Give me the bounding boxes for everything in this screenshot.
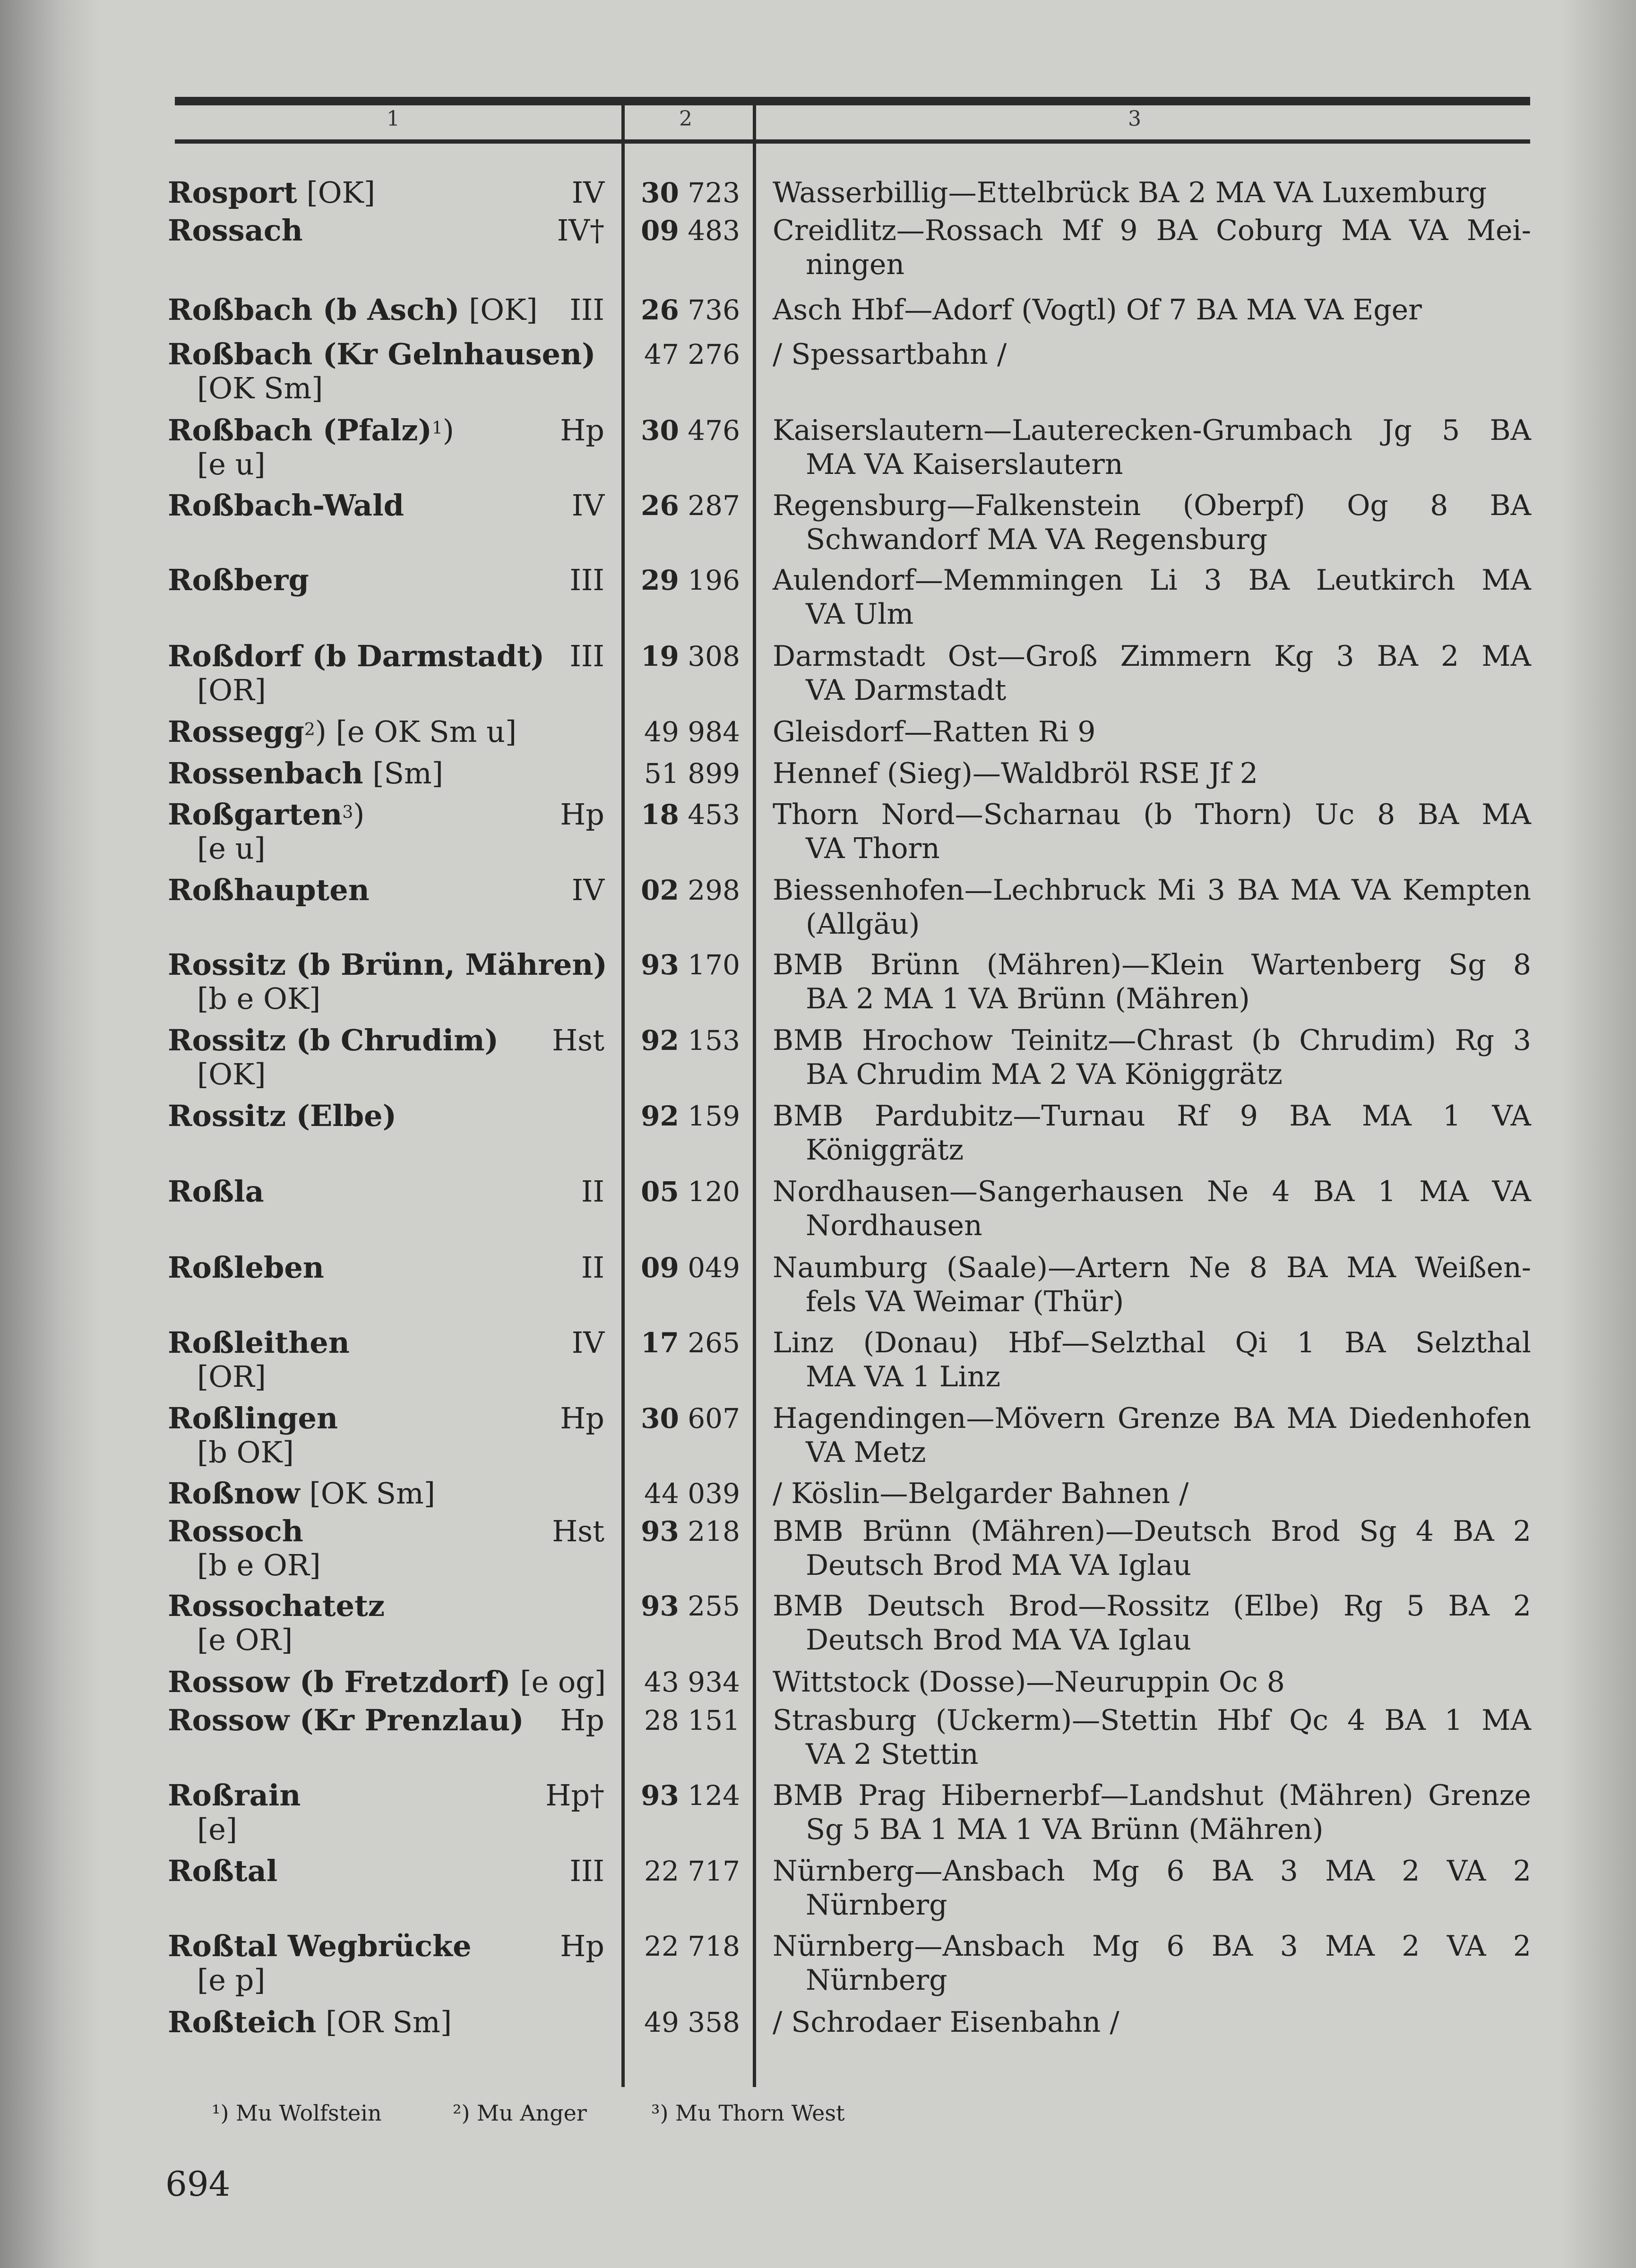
station-name-cell bbox=[168, 1514, 607, 1582]
station-code-prefix: 09 bbox=[641, 215, 679, 247]
route-line-1: Hagendingen—Mövern Grenze BA MA Diedenhofen bbox=[773, 1402, 1531, 1435]
station-code-prefix: 29 bbox=[641, 564, 679, 596]
station-code bbox=[628, 1854, 740, 1888]
station-class: III bbox=[569, 563, 604, 597]
station-class: IV bbox=[571, 1325, 604, 1360]
station-name-cell bbox=[168, 563, 607, 597]
station-name-cell bbox=[168, 948, 607, 1016]
station-code bbox=[628, 1929, 740, 1963]
route-line-2: (Allgäu) bbox=[806, 908, 920, 941]
station-code-number: 287 bbox=[688, 490, 740, 522]
route-line-1: BMB Deutsch Brod—Rossitz (Elbe) Rg 5 BA 2 bbox=[773, 1589, 1531, 1623]
station-code-number: 049 bbox=[688, 1252, 740, 1284]
route-description bbox=[773, 2005, 1531, 2039]
station-name: Roßbach-Wald bbox=[168, 488, 404, 523]
station-code-number: 28 151 bbox=[644, 1704, 740, 1736]
station-flags: [Sm] bbox=[363, 756, 443, 790]
station-name: Rossow (Kr Prenzlau) bbox=[168, 1703, 524, 1737]
route-line-2: VA 2 Stettin bbox=[806, 1738, 979, 1771]
station-code bbox=[628, 2005, 740, 2039]
station-code bbox=[628, 1514, 740, 1548]
station-code-prefix: 92 bbox=[641, 1024, 679, 1057]
route-line-2: Königgrätz bbox=[806, 1134, 964, 1167]
station-code-number: 22 718 bbox=[644, 1930, 740, 1962]
station-name: Roßlingen bbox=[168, 1401, 338, 1435]
station-flags: [OR Sm] bbox=[316, 2005, 452, 2039]
route-line-1: Wittstock (Dosse)—Neuruppin Oc 8 bbox=[773, 1666, 1285, 1699]
station-code-number: 51 899 bbox=[644, 757, 740, 790]
station-code bbox=[628, 1589, 740, 1623]
station-code-prefix: 02 bbox=[641, 874, 679, 906]
station-name-cell bbox=[168, 413, 607, 481]
route-line-1: BMB Hrochow Teinitz—Chrast (b Chrudim) Rg 3 bbox=[773, 1024, 1531, 1057]
station-flags: [OK] bbox=[459, 292, 538, 327]
route-line-2: BA Chrudim MA 2 VA Königgrätz bbox=[806, 1058, 1283, 1091]
route-description bbox=[773, 1023, 1531, 1091]
station-name-cell bbox=[168, 873, 607, 907]
station-code-number: 218 bbox=[688, 1515, 740, 1547]
footnote-paren: ) bbox=[353, 797, 365, 832]
route-description bbox=[773, 798, 1531, 866]
column-divider-2 bbox=[753, 105, 756, 2087]
station-name: Roßgarten bbox=[168, 797, 343, 832]
station-name: Roßtal Wegbrücke bbox=[168, 1929, 472, 1963]
station-code-number: 120 bbox=[688, 1176, 740, 1208]
route-description bbox=[773, 873, 1531, 941]
route-line-2: Nürnberg bbox=[806, 1964, 947, 1997]
route-line-1: BMB Brünn (Mähren)—Klein Wartenberg Sg 8 bbox=[773, 948, 1531, 981]
route-description bbox=[773, 1778, 1531, 1847]
route-line-1: Regensburg—Falkenstein (Oberpf) Og 8 BA bbox=[773, 489, 1531, 522]
route-description bbox=[773, 1326, 1531, 1394]
station-class: Hp† bbox=[545, 1778, 604, 1813]
station-code-number: 483 bbox=[688, 215, 740, 247]
station-name: Rossochatetz bbox=[168, 1589, 385, 1623]
route-description bbox=[773, 639, 1531, 707]
footnote-marker: 2 bbox=[304, 720, 315, 739]
route-line-1: / Schrodaer Eisenbahn / bbox=[773, 2006, 1119, 2039]
route-line-1: Aulendorf—Memmingen Li 3 BA Leutkirch MA bbox=[773, 564, 1531, 597]
route-line-1: Strasburg (Uckerm)—Stettin Hbf Qc 4 BA 1 MA bbox=[773, 1704, 1531, 1737]
station-class: Hp bbox=[560, 797, 604, 832]
station-name-cell bbox=[168, 1175, 607, 1209]
station-flags-continued: [e] bbox=[197, 1812, 238, 1847]
station-code-prefix: 09 bbox=[641, 1252, 679, 1284]
station-class: Hst bbox=[552, 1514, 604, 1548]
route-line-2: Deutsch Brod MA VA Iglau bbox=[806, 1624, 1192, 1657]
station-code bbox=[628, 1251, 740, 1285]
station-code-number: 723 bbox=[688, 177, 740, 209]
station-name-cell bbox=[168, 489, 607, 523]
route-line-1: Gleisdorf—Ratten Ri 9 bbox=[773, 715, 1096, 748]
column-header-3: 3 bbox=[1128, 107, 1141, 131]
station-name-cell bbox=[168, 715, 607, 749]
station-code-prefix: 19 bbox=[641, 640, 679, 672]
station-code-number: 49 358 bbox=[644, 2006, 740, 2038]
route-line-1: Linz (Donau) Hbf—Selzthal Qi 1 BA Selzthal bbox=[773, 1326, 1531, 1359]
station-name-cell bbox=[168, 1023, 607, 1091]
station-flags-continued: [b e OK] bbox=[197, 981, 321, 1016]
footnote-marker: 1 bbox=[431, 419, 443, 438]
route-line-1: Nürnberg—Ansbach Mg 6 BA 3 MA 2 VA 2 bbox=[773, 1930, 1531, 1963]
station-flags-continued: [OR] bbox=[197, 1359, 266, 1394]
station-name-cell bbox=[168, 1401, 607, 1469]
station-code bbox=[628, 948, 740, 982]
station-name: Rossow (b Fretzdorf) bbox=[168, 1665, 511, 1699]
station-name: Roßbach (Kr Gelnhausen) bbox=[168, 337, 596, 371]
station-code-number: 47 276 bbox=[644, 338, 740, 370]
station-name: Roßla bbox=[168, 1174, 264, 1209]
route-description bbox=[773, 1477, 1531, 1511]
station-code-number: 159 bbox=[688, 1100, 740, 1132]
station-name-cell bbox=[168, 1854, 607, 1888]
route-line-1: Asch Hbf—Adorf (Vogtl) Of 7 BA MA VA Eger bbox=[773, 293, 1422, 326]
page-edge-shadow bbox=[1560, 0, 1636, 2268]
route-line-1: Kaiserslautern—Lauterecken-Grumbach Jg 5 BA bbox=[773, 414, 1531, 447]
station-name-cell bbox=[168, 214, 607, 248]
route-description bbox=[773, 1401, 1531, 1469]
route-line-2: VA Thorn bbox=[806, 832, 940, 865]
route-line-1: BMB Pardubitz—Turnau Rf 9 BA MA 1 VA bbox=[773, 1100, 1531, 1133]
station-flags: [e og] bbox=[510, 1665, 606, 1699]
station-flags-continued: [e p] bbox=[197, 1963, 266, 1997]
station-code-number: 22 717 bbox=[644, 1855, 740, 1887]
station-code-prefix: 92 bbox=[641, 1100, 679, 1132]
route-line-2: VA Darmstadt bbox=[806, 674, 1007, 707]
column-header-1: 1 bbox=[387, 107, 400, 131]
station-name: Rossoch bbox=[168, 1514, 303, 1548]
station-class: II bbox=[581, 1174, 604, 1209]
station-name-cell bbox=[168, 1778, 607, 1847]
column-header-2: 2 bbox=[679, 107, 692, 131]
station-flags-continued: [b OK] bbox=[197, 1435, 294, 1469]
route-description bbox=[773, 176, 1531, 210]
route-line-1: / Spessartbahn / bbox=[773, 338, 1007, 371]
route-description bbox=[773, 756, 1531, 790]
column-divider-1 bbox=[621, 105, 625, 2087]
station-name: Roßrain bbox=[168, 1778, 301, 1813]
station-flags-continued: [OK] bbox=[197, 1057, 266, 1091]
station-class: IV† bbox=[557, 213, 604, 248]
station-name: Roßberg bbox=[168, 563, 309, 597]
station-code-number: 453 bbox=[688, 799, 740, 831]
station-code-number: 49 984 bbox=[644, 716, 740, 748]
station-class: III bbox=[569, 639, 604, 673]
station-code bbox=[628, 1477, 740, 1511]
route-description bbox=[773, 413, 1531, 481]
station-name: Rossenbach bbox=[168, 756, 363, 790]
station-code-prefix: 93 bbox=[641, 1515, 679, 1547]
station-name: Roßbach (Pfalz) bbox=[168, 413, 432, 447]
station-code-prefix: 93 bbox=[641, 1779, 679, 1812]
route-line-1: Creidlitz—Rossach Mf 9 BA Coburg MA VA Mei- bbox=[773, 214, 1531, 247]
station-code-prefix: 26 bbox=[641, 294, 679, 326]
station-class: IV bbox=[571, 873, 604, 907]
station-code-number: 124 bbox=[688, 1779, 740, 1812]
footnote-paren: ) bbox=[442, 413, 454, 447]
station-name-cell bbox=[168, 756, 607, 790]
route-line-2: Nordhausen bbox=[806, 1209, 982, 1242]
footnote-paren: ) bbox=[315, 714, 327, 749]
route-description bbox=[773, 1175, 1531, 1243]
station-flags-continued: [b e OR] bbox=[197, 1548, 321, 1582]
station-name-cell bbox=[168, 2005, 607, 2039]
route-description bbox=[773, 1589, 1531, 1657]
route-description bbox=[773, 489, 1531, 557]
route-line-1: / Köslin—Belgarder Bahnen / bbox=[773, 1477, 1189, 1510]
station-flags: [e OK Sm u] bbox=[326, 714, 517, 749]
footnote-marker: 3 bbox=[342, 803, 353, 822]
station-name: Roßtal bbox=[168, 1854, 278, 1888]
station-code bbox=[628, 1326, 740, 1360]
route-line-1: Nürnberg—Ansbach Mg 6 BA 3 MA 2 VA 2 bbox=[773, 1855, 1531, 1888]
station-code-prefix: 30 bbox=[641, 414, 679, 447]
table-top-rule bbox=[175, 97, 1530, 105]
station-class: Hst bbox=[552, 1023, 604, 1057]
station-name-cell bbox=[168, 639, 607, 707]
station-code bbox=[628, 756, 740, 790]
station-flags-continued: [OR] bbox=[197, 673, 266, 707]
station-name-cell bbox=[168, 176, 607, 210]
station-code-number: 298 bbox=[688, 874, 740, 906]
station-code-number: 44 039 bbox=[644, 1478, 740, 1510]
station-flags-continued: [e u] bbox=[197, 447, 266, 481]
station-code bbox=[628, 293, 740, 327]
station-code-number: 308 bbox=[688, 640, 740, 672]
route-line-1: Hennef (Sieg)—Waldbröl RSE Jf 2 bbox=[773, 757, 1258, 790]
footnote-1: ¹) Mu Wolfstein bbox=[212, 2100, 382, 2126]
station-code bbox=[628, 1665, 740, 1699]
station-code-number: 153 bbox=[688, 1024, 740, 1057]
route-line-2: fels VA Weimar (Thür) bbox=[806, 1285, 1124, 1318]
station-code bbox=[628, 1703, 740, 1737]
station-flags-continued: [OK Sm] bbox=[197, 371, 323, 405]
route-line-2: Sg 5 BA 1 MA 1 VA Brünn (Mähren) bbox=[806, 1813, 1324, 1846]
station-code bbox=[628, 798, 740, 832]
route-description bbox=[773, 337, 1531, 371]
station-code bbox=[628, 337, 740, 371]
route-description bbox=[773, 1665, 1531, 1699]
station-code bbox=[628, 563, 740, 597]
station-code-prefix: 30 bbox=[641, 1402, 679, 1435]
station-code bbox=[628, 715, 740, 749]
station-code-prefix: 05 bbox=[641, 1176, 679, 1208]
station-name: Roßbach (b Asch) bbox=[168, 292, 460, 327]
station-class: III bbox=[569, 292, 604, 327]
station-class: II bbox=[581, 1250, 604, 1285]
route-line-1: Nordhausen—Sangerhausen Ne 4 BA 1 MA VA bbox=[773, 1175, 1531, 1208]
footnote-2: ²) Mu Anger bbox=[453, 2100, 587, 2126]
station-code-number: 196 bbox=[688, 564, 740, 596]
route-description bbox=[773, 1854, 1531, 1922]
station-code bbox=[628, 214, 740, 248]
route-description bbox=[773, 948, 1531, 1016]
route-line-1: BMB Brünn (Mähren)—Deutsch Brod Sg 4 BA 2 bbox=[773, 1515, 1531, 1548]
station-name: Roßhaupten bbox=[168, 873, 370, 907]
station-flags: [OK Sm] bbox=[300, 1476, 436, 1511]
station-name: Rossitz (Elbe) bbox=[168, 1099, 396, 1133]
station-class: Hp bbox=[560, 1703, 604, 1737]
station-code-prefix: 93 bbox=[641, 949, 679, 981]
station-name-cell bbox=[168, 1099, 607, 1133]
station-flags-continued: [e u] bbox=[197, 831, 266, 866]
station-name: Roßnow bbox=[168, 1476, 300, 1511]
station-name-cell bbox=[168, 1477, 607, 1511]
station-code-number: 607 bbox=[688, 1402, 740, 1435]
station-code bbox=[628, 413, 740, 447]
route-description bbox=[773, 1251, 1531, 1319]
route-description bbox=[773, 293, 1531, 327]
station-code-number: 736 bbox=[688, 294, 740, 326]
station-name-cell bbox=[168, 1929, 607, 1997]
station-code-prefix: 17 bbox=[641, 1327, 679, 1359]
station-code-prefix: 26 bbox=[641, 490, 679, 522]
station-name: Rossegg bbox=[168, 714, 304, 749]
route-line-2: VA Metz bbox=[806, 1436, 926, 1469]
station-class: IV bbox=[571, 175, 604, 210]
route-line-2: Nürnberg bbox=[806, 1889, 947, 1922]
route-line-2: BA 2 MA 1 VA Brünn (Mähren) bbox=[806, 982, 1250, 1015]
route-description bbox=[773, 715, 1531, 749]
station-name-cell bbox=[168, 798, 607, 866]
route-line-2: VA Ulm bbox=[806, 598, 914, 631]
station-name-cell bbox=[168, 1665, 607, 1699]
station-name-cell bbox=[168, 1326, 607, 1394]
route-line-1: Wasserbillig—Ettelbrück BA 2 MA VA Luxemburg bbox=[773, 176, 1487, 209]
route-line-2: MA VA 1 Linz bbox=[806, 1360, 1001, 1393]
route-line-1: BMB Prag Hibernerbf—Landshut (Mähren) Grenze bbox=[773, 1779, 1531, 1812]
station-name: Roßdorf (b Darmstadt) bbox=[168, 639, 545, 673]
page-gutter-shadow bbox=[0, 0, 99, 2268]
route-line-2: Schwandorf MA VA Regensburg bbox=[806, 523, 1268, 556]
station-code-number: 476 bbox=[688, 414, 740, 447]
route-line-1: Naumburg (Saale)—Artern Ne 8 BA MA Weißen- bbox=[773, 1251, 1531, 1284]
route-description bbox=[773, 563, 1531, 631]
station-code-prefix: 30 bbox=[641, 177, 679, 209]
route-description bbox=[773, 1929, 1531, 1997]
station-code bbox=[628, 873, 740, 907]
station-class: IV bbox=[571, 488, 604, 523]
route-line-2: MA VA Kaiserslautern bbox=[806, 448, 1123, 481]
station-flags: [OK] bbox=[297, 175, 376, 210]
table-header-rule bbox=[175, 139, 1530, 144]
station-flags-continued: [e OR] bbox=[197, 1623, 293, 1657]
station-code-prefix: 93 bbox=[641, 1590, 679, 1622]
station-name-cell bbox=[168, 293, 607, 327]
station-class: III bbox=[569, 1854, 604, 1888]
route-description bbox=[773, 214, 1531, 282]
station-code bbox=[628, 1175, 740, 1209]
station-code bbox=[628, 1778, 740, 1813]
route-line-1: Darmstadt Ost—Groß Zimmern Kg 3 BA 2 MA bbox=[773, 640, 1531, 673]
page-number: 694 bbox=[165, 2164, 231, 2204]
station-name: Rossach bbox=[168, 213, 303, 248]
route-line-1: Biessenhofen—Lechbruck Mi 3 BA MA VA Kempten bbox=[773, 874, 1531, 907]
route-line-2: ningen bbox=[806, 248, 905, 281]
route-line-1: Thorn Nord—Scharnau (b Thorn) Uc 8 BA MA bbox=[773, 798, 1531, 831]
station-name: Roßleithen bbox=[168, 1325, 350, 1360]
station-code-number: 255 bbox=[688, 1590, 740, 1622]
station-name-cell bbox=[168, 1251, 607, 1285]
station-code-prefix: 18 bbox=[641, 799, 679, 831]
station-name: Rossitz (b Brünn, Mähren) bbox=[168, 947, 607, 982]
station-code-number: 43 934 bbox=[644, 1666, 740, 1698]
station-name-cell bbox=[168, 1589, 607, 1657]
footnote-3: ³) Mu Thorn West bbox=[651, 2100, 845, 2126]
station-name: Roßleben bbox=[168, 1250, 324, 1285]
route-description bbox=[773, 1099, 1531, 1167]
station-class: Hp bbox=[560, 413, 604, 447]
route-description bbox=[773, 1703, 1531, 1771]
station-code bbox=[628, 1401, 740, 1435]
station-code bbox=[628, 176, 740, 210]
station-class: Hp bbox=[560, 1401, 604, 1435]
route-description bbox=[773, 1514, 1531, 1582]
station-name: Rosport bbox=[168, 175, 297, 210]
station-name-cell bbox=[168, 1703, 607, 1737]
station-name: Roßteich bbox=[168, 2005, 317, 2039]
station-name-cell bbox=[168, 337, 607, 405]
station-code-number: 170 bbox=[688, 949, 740, 981]
station-code bbox=[628, 639, 740, 673]
route-line-2: Deutsch Brod MA VA Iglau bbox=[806, 1549, 1192, 1582]
station-code bbox=[628, 1099, 740, 1133]
station-code-number: 265 bbox=[688, 1327, 740, 1359]
station-name: Rossitz (b Chrudim) bbox=[168, 1023, 499, 1057]
station-code bbox=[628, 1023, 740, 1057]
station-class: Hp bbox=[560, 1929, 604, 1963]
station-code bbox=[628, 489, 740, 523]
